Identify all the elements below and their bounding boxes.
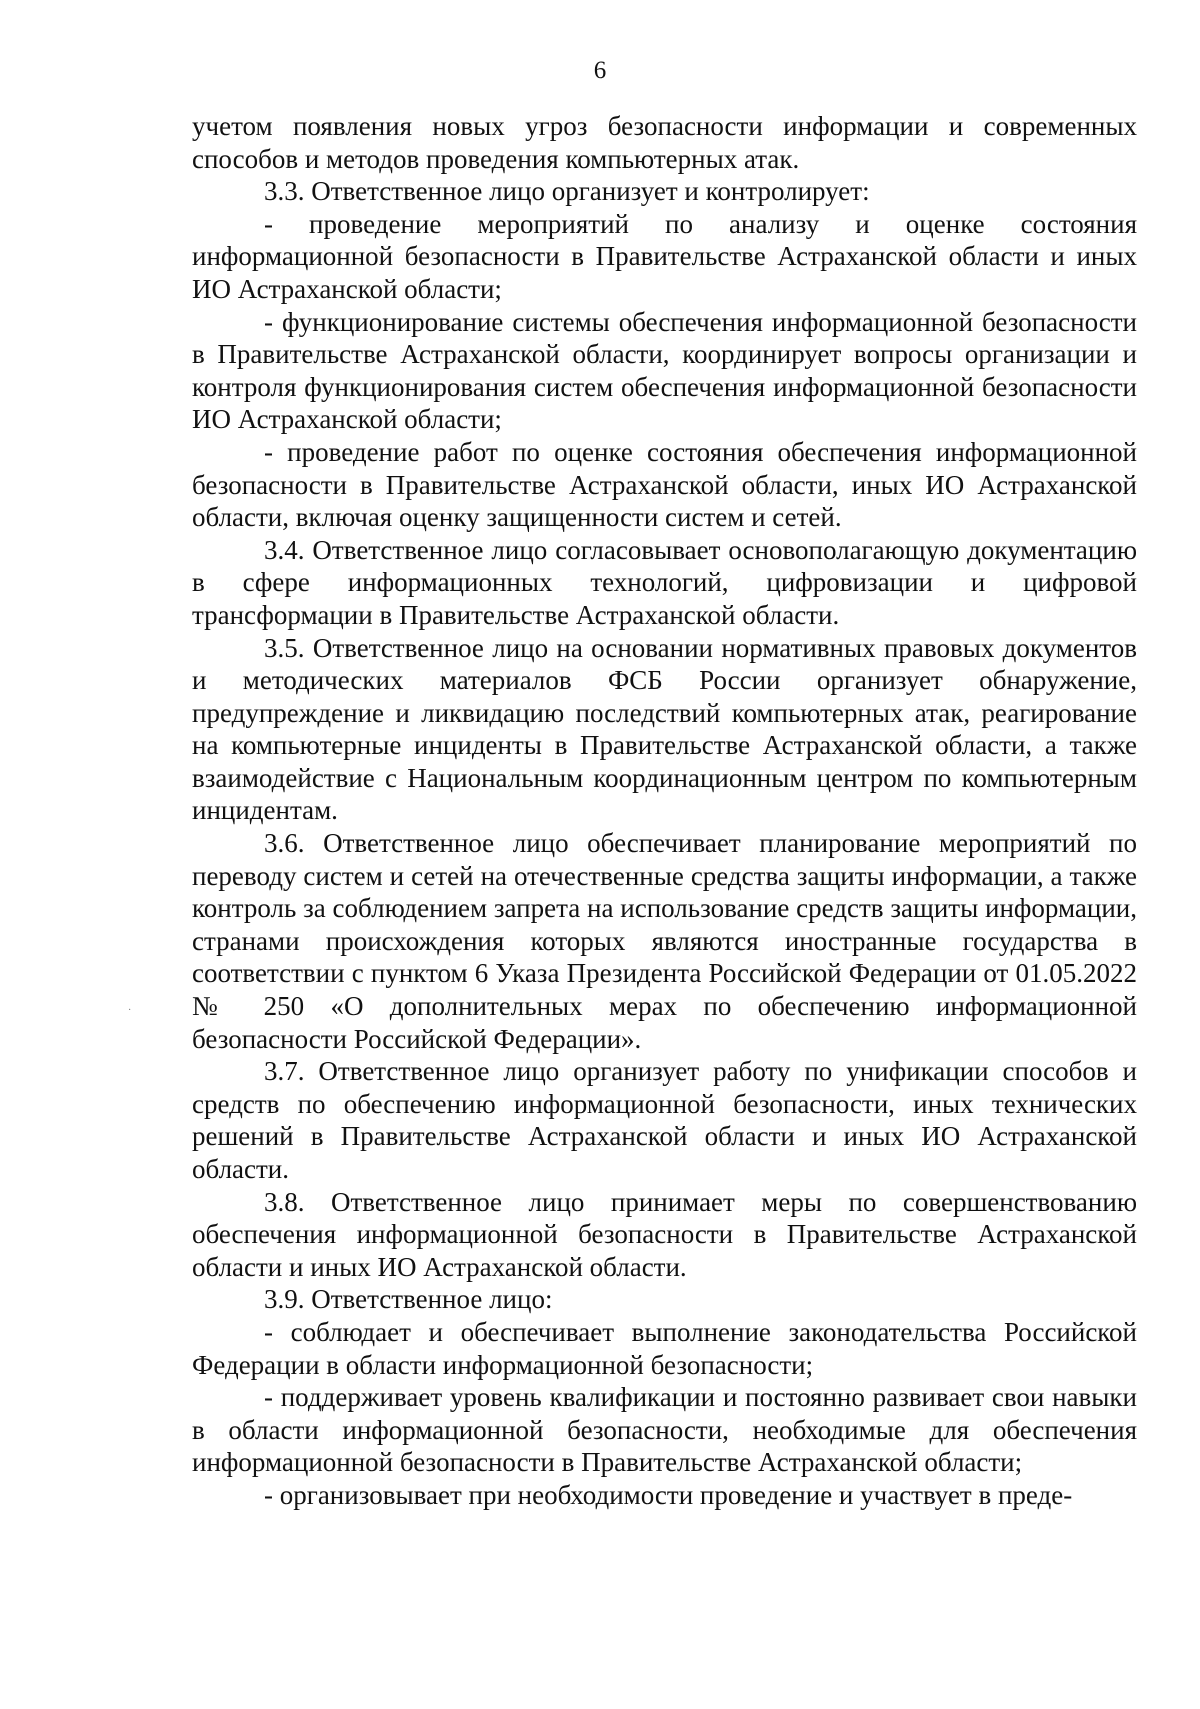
paragraph-continuation: учетом появления новых угроз безопасности информации и современных способов и методов проведения компьютерных атак. — [192, 111, 1137, 174]
document-body — [192, 110, 1137, 1512]
paragraph-3-3: 3.3. Ответственное лицо организует и контролирует: — [264, 176, 870, 207]
page-number: 6 — [593, 57, 607, 84]
paragraph-3-8: 3.8. Ответственное лицо принимает меры по совершенствованию обеспечения информационной безопасности в Правительстве Астраханской области и иных ИО Астраханской области. — [192, 1186, 1137, 1282]
paragraph-3-4: 3.4. Ответственное лицо согласовывает основополагающую документацию в сфере информационных технологий, цифровизации и цифровой трансформации в Правительстве Астраханской области. — [192, 534, 1137, 630]
list-item-compliance: - соблюдает и обеспечивает выполнение законодательства Российской Федерации в области информационной безопасности; — [192, 1316, 1137, 1380]
list-item-analysis: - проведение мероприятий по анализу и оценке состояния информационной безопасности в Правительстве Астраханской области и иных ИО Астраханской области; — [192, 208, 1137, 304]
paragraph-3-7: 3.7. Ответственное лицо организует работу по унификации способов и средств по обеспечению информационной безопасности, иных технических решений в Правительстве Астраханской области и иных ИО Астраханской области. — [192, 1056, 1137, 1184]
paragraph-3-9: 3.9. Ответственное лицо: — [264, 1284, 553, 1315]
list-item-assessment: - проведение работ по оценке состояния обеспечения информационной безопасности в Правительстве Астраханской области, иных ИО Астраханской области, включая оценку защищенности систем и сетей. — [192, 436, 1137, 533]
list-item-organizes: - организовывает при необходимости проведение и участвует в преде- — [264, 1479, 1073, 1510]
paragraph-3-6: 3.6. Ответственное лицо обеспечивает планирование мероприятий по переводу систем и сетей на отечественные средства защиты информации, а также контроль за соблюдением запрета на использование средств защиты информации, странами происхождения которых являются иностранные государства в соответствии с пунктом 6 Указа Президента Российской Федерации от 01.05.2022 № 250 «О дополнительных мерах по обеспечению информационной безопасности Российской Федерации». — [192, 828, 1137, 1054]
margin-scan-mark: · — [128, 1005, 132, 1016]
paragraph-3-5: 3.5. Ответственное лицо на основании нормативных правовых документов и методических материалов ФСБ России организует обнаружение, предупреждение и ликвидацию последствий компьютерных атак, реагирование на компьютерные инциденты в Правительстве Астраханской области, а также взаимодействие с Национальным координационным центром по компьютерным инцидентам. — [192, 632, 1137, 826]
list-item-functioning: - функционирование системы обеспечения информационной безопасности в Правительстве Астраханской области, координирует вопросы организации и контроля функционирования систем обеспечения информационной безопасности ИО Астраханской области; — [192, 306, 1137, 435]
list-item-qualification: - поддерживает уровень квалификации и постоянно развивает свои навыки в области информационной безопасности, необходимые для обеспечения информационной безопасности в Правительстве Астраханской области; — [192, 1382, 1137, 1478]
